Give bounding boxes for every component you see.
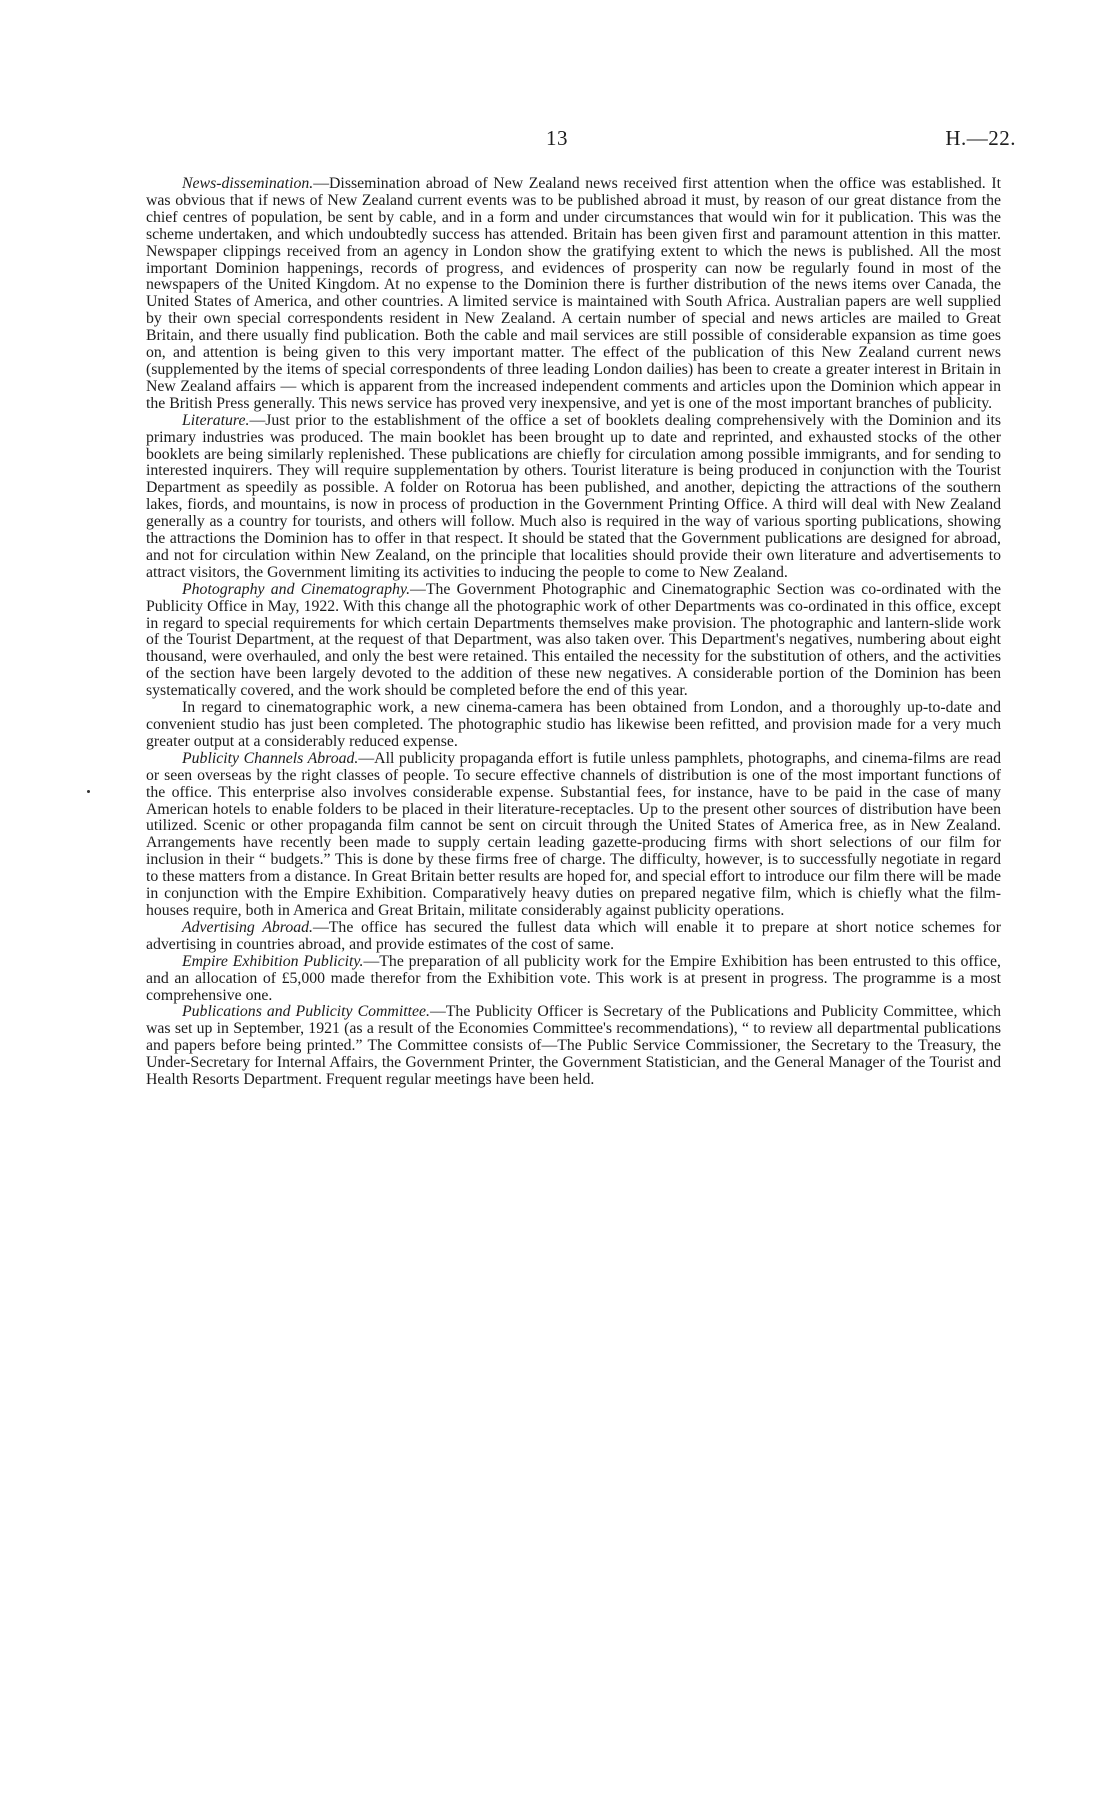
paragraph-heading: Publications and Publicity Committee.: [182, 1003, 430, 1021]
margin-dot: [87, 790, 90, 793]
paragraph-empire-exhibition: [146, 954, 1001, 1005]
paragraph-text: In regard to cinematographic work, a new cinema-camera has been obtained from London, and a thoroughly up-to-date and convenient studio has just been completed. The photographic studio has likewise been refitted, and provision made for a very much greater output at a considerably reduced expense.: [146, 699, 1001, 750]
paragraph-literature: [146, 413, 1001, 582]
page-number: 13: [546, 126, 568, 150]
body-text: [146, 176, 1001, 1089]
paragraph-advertising-abroad: [146, 920, 1001, 954]
paragraph-text: —The Government Photographic and Cinematographic Section was co-ordinated with the Publicity Office in May, 1922. With this change all the photographic work of other Departments was co-ordinated in this office, except in regard to special requirements for which certain Departments themselves make provision. The photographic and lantern-slide work of the Tourist Department, at the request of that Department, was also taken over. This Department's negatives, numbering about eight thousand, were overhauled, and only the best were retained. This entailed the necessity for the substitution of others, and the activities of the section have been largely devoted to the addition of these new negatives. A considerable portion of the Dominion has been systematically covered, and the work should be completed before the end of this year.: [146, 580, 1001, 700]
document-reference: H.—22.: [945, 126, 1016, 150]
paragraph-heading: Empire Exhibition Publicity.: [182, 952, 364, 970]
paragraph-heading: Publicity Channels Abroad.: [182, 749, 359, 767]
paragraph-photography: [146, 582, 1001, 700]
paragraph-text: —The preparation of all publicity work for the Empire Exhibition has been entrusted to this office, and an allocation of £5,000 made therefor from the Exhibition vote. This work is at present in progress. The programme is a most comprehensive one.: [146, 952, 1001, 1004]
paragraph-publicity-channels: [146, 751, 1001, 920]
page-header: [0, 126, 1114, 156]
paragraph-heading: Photography and Cinematography.: [182, 580, 411, 598]
paragraph-cinematographic-work: [146, 700, 1001, 751]
paragraph-news-dissemination: [146, 176, 1001, 413]
paragraph-text: —The Publicity Officer is Secretary of the Publications and Publicity Committee, which was set up in September, 1921 (as a result of the Economies Committee's recommendations), “ to review all departmental publications and papers before being printed.” The Committee consists of—The Public Service Commissioner, the Secretary to the Treasury, the Under-Secretary for Internal Affairs, the Government Printer, the Government Statistician, and the General Manager of the Tourist and Health Resorts Department. Frequent regular meetings have been held.: [146, 1003, 1001, 1089]
paragraph-text: —The office has secured the fullest data which will enable it to prepare at short notice schemes for advertising in countries abroad, and provide estimates of the cost of same.: [146, 918, 1001, 953]
paragraph-heading: Advertising Abroad.: [182, 918, 313, 936]
paragraph-text: —Just prior to the establishment of the office a set of booklets dealing comprehensively with the Dominion and its primary industries was produced. The main booklet has been brought up to date and reprinted, and exhausted stocks of the other booklets are being similarly replenished. These publications are chiefly for circulation among possible immigrants, and for sending to interested inquirers. They will require supplementation by others. Tourist literature is being produced in conjunction with the Tourist Department as speedily as possible. A folder on Rotorua has been published, and another, depicting the attractions of the southern lakes, fiords, and mountains, is now in process of production in the Government Printing Office. A third will deal with New Zealand generally as a country for tourists, and others will follow. Much also is required in the way of various sporting publications, showing the attractions the Dominion has to offer in that respect. It should be stated that the Government publications are designed for abroad, and not for circulation within New Zealand, on the principle that localities should provide their own literature and advertisements to attract visitors, the Government limiting its activities to inducing the people to come to New Zealand.: [146, 411, 1001, 581]
paragraph-publications-committee: [146, 1004, 1001, 1089]
paragraph-heading: Literature.: [182, 411, 250, 429]
paragraph-text: —Dissemination abroad of New Zealand news received first attention when the office was established. It was obvious that if news of New Zealand current events was to be published abroad it must, by reason of our great distance from the chief centres of population, be sent by cable, and in a form and under circumstances that would win for it publication. This was the scheme undertaken, and which undoubtedly success has attended. Britain has been given first and paramount attention in this matter. Newspaper clippings received from an agency in London show the gratifying extent to which the news is published. All the most important Dominion happenings, records of progress, and evidences of prosperity can now be regularly found in most of the newspapers of the United Kingdom. At no expense to the Dominion there is further distribution of the news items over Canada, the United States of America, and other countries. A limited service is maintained with South Africa. Australian papers are well supplied by their own special correspondents resident in New Zealand. A certain number of special and news articles are mailed to Great Britain, and there usually find publication. Both the cable and mail services are still possible of considerable expansion as time goes on, and attention is being given to this very important matter. The effect of the publication of this New Zealand current news (supplemented by the items of special correspondents of three leading London dailies) has been to create a greater interest in Britain in New Zealand affairs — which is apparent from the increased independent comments and articles upon the Dominion which appear in the British Press generally. This news service has proved very inexpensive, and yet is one of the most important branches of publicity.: [146, 175, 1001, 412]
paragraph-text: —All publicity propaganda effort is futile unless pamphlets, photographs, and cinema-films are read or seen overseas by the right classes of people. To secure effective channels of distribution is one of the most important functions of the office. This enterprise also involves considerable expense. Substantial fees, for instance, have to be paid in the case of many American hotels to enable folders to be placed in their literature-receptacles. Up to the present other sources of distribution have been utilized. Scenic or other propaganda film cannot be sent on circuit through the United States of America free, as in New Zealand. Arrangements have recently been made to supply certain leading gazette-producing firms with short selections of our film for inclusion in their “ budgets.” This is done by these firms free of charge. The difficulty, however, is to successfully negotiate in regard to these matters from a distance. In Great Britain better results are hoped for, and special effort to introduce our film there will be made in conjunction with the Empire Exhibition. Comparatively heavy duties on prepared negative film, which is chiefly what the film-houses require, both in America and Great Britain, militate considerably against publicity operations.: [146, 749, 1001, 919]
paragraph-heading: News-dissemination.: [182, 175, 314, 192]
